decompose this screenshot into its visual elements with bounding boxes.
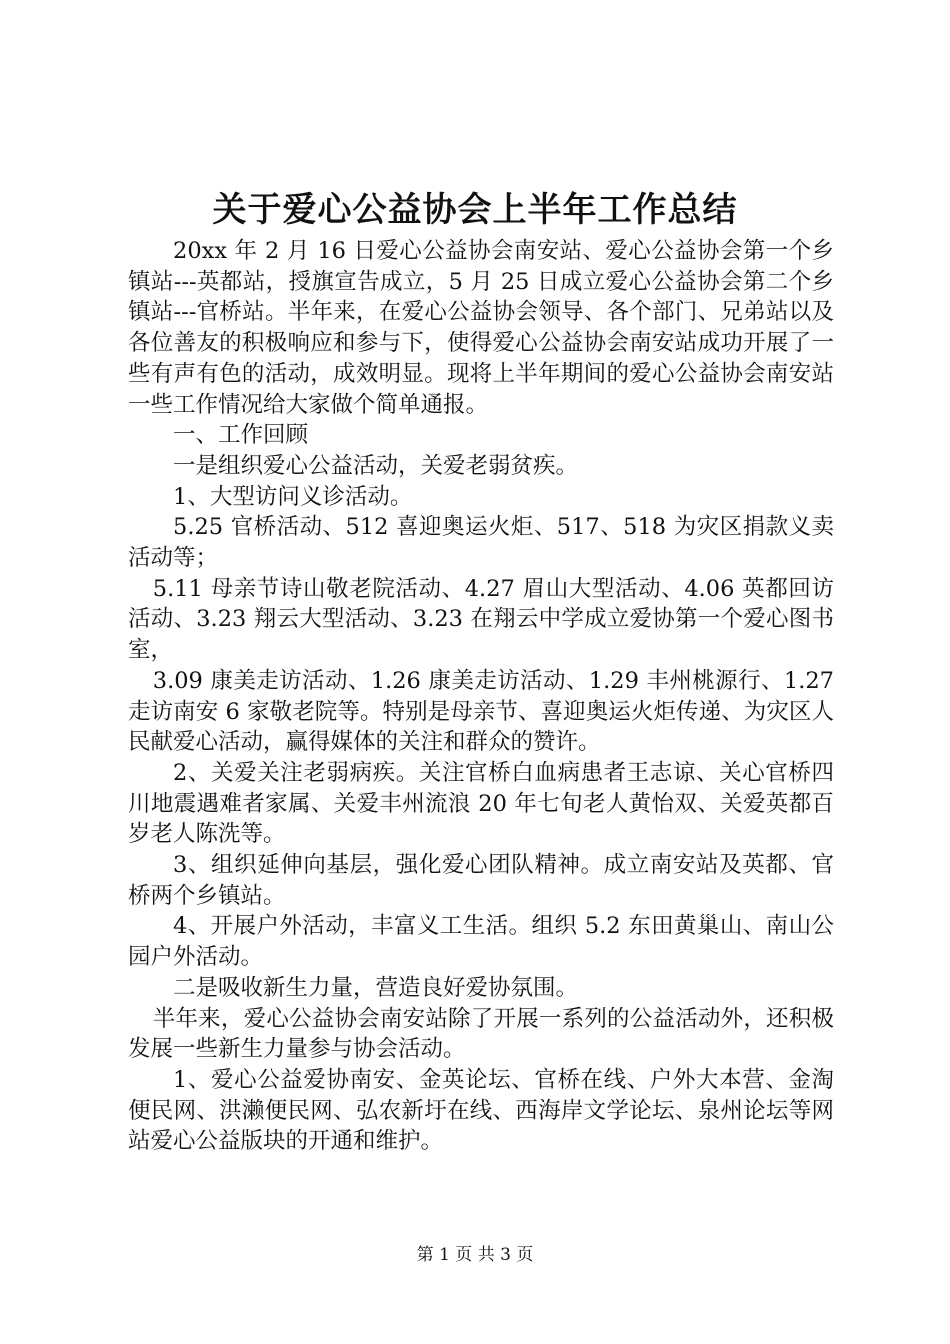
- paragraph-intro: 20xx 年 2 月 16 日爱心公益协会南安站、爱心公益协会第一个乡镇站---英都站，授旗宣告成立，5 月 25 日成立爱心公益协会第二个乡镇站---官桥站。半年来，在爱心公益协会领导、各个部门、兄弟站以及各位善友的积极响应和参与下，使得爱心公益协会南安站成功开展了一些有声有色的活动，成效明显。现将上半年期间的爱心公益协会南安站一些工作情况给大家做个简单通报。: [128, 238, 834, 418]
- heading-work-review: 一、工作回顾: [173, 422, 309, 449]
- section-heading-one: 一是组织爱心公益活动，关爱老弱贫疾。: [173, 452, 579, 479]
- list-item-websites: 1、爱心公益爱协南安、金英论坛、官桥在线、户外大本营、金淘便民网、洪濑便民网、弘农新圩在线、西海岸文学论坛、泉州论坛等网站爱心公益版块的开通和维护。: [128, 1066, 834, 1155]
- page-footer: 第 1 页 共 3 页: [416, 1245, 534, 1265]
- paragraph-activities-may: 5.25 官桥活动、512 喜迎奥运火炬、517、518 为灾区捐款义卖活动等；: [128, 514, 834, 572]
- document-body: [128, 236, 834, 1157]
- section-heading-two: 二是吸收新生力量，营造良好爱协氛围。: [173, 974, 579, 1001]
- list-item-4: 4、开展户外活动，丰富义工生活。组织 5.2 东田黄巢山、南山公园户外活动。: [128, 913, 834, 971]
- paragraph-activities-march: 3.09 康美走访活动、1.26 康美走访活动、1.29 丰州桃源行、1.27 走访南安 6 家敬老院等。特别是母亲节、喜迎奥运火炬传递、为灾区人民献爱心活动，赢得媒体的关注和群众的赞许。: [128, 667, 834, 756]
- paragraph-new-members: 半年来，爱心公益协会南安站除了开展一系列的公益活动外，还积极发展一些新生力量参与协会活动。: [128, 1005, 834, 1063]
- list-item-3: 3、组织延伸向基层，强化爱心团队精神。成立南安站及英都、官桥两个乡镇站。: [128, 852, 834, 909]
- list-item-1: 1、大型访问义诊活动。: [173, 483, 413, 510]
- document-title: 关于爱心公益协会上半年工作总结: [212, 190, 738, 230]
- paragraph-activities-april: 5.11 母亲节诗山敬老院活动、4.27 眉山大型活动、4.06 英都回访活动、3.23 翔云大型活动、3.23 在翔云中学成立爱协第一个爱心图书室，: [128, 575, 834, 664]
- list-item-2: 2、关爱关注老弱病疾。关注官桥白血病患者王志谅、关心官桥四川地震遇难者家属、关爱丰州流浪 20 年七旬老人黄怡双、关爱英都百岁老人陈洗等。: [128, 759, 834, 848]
